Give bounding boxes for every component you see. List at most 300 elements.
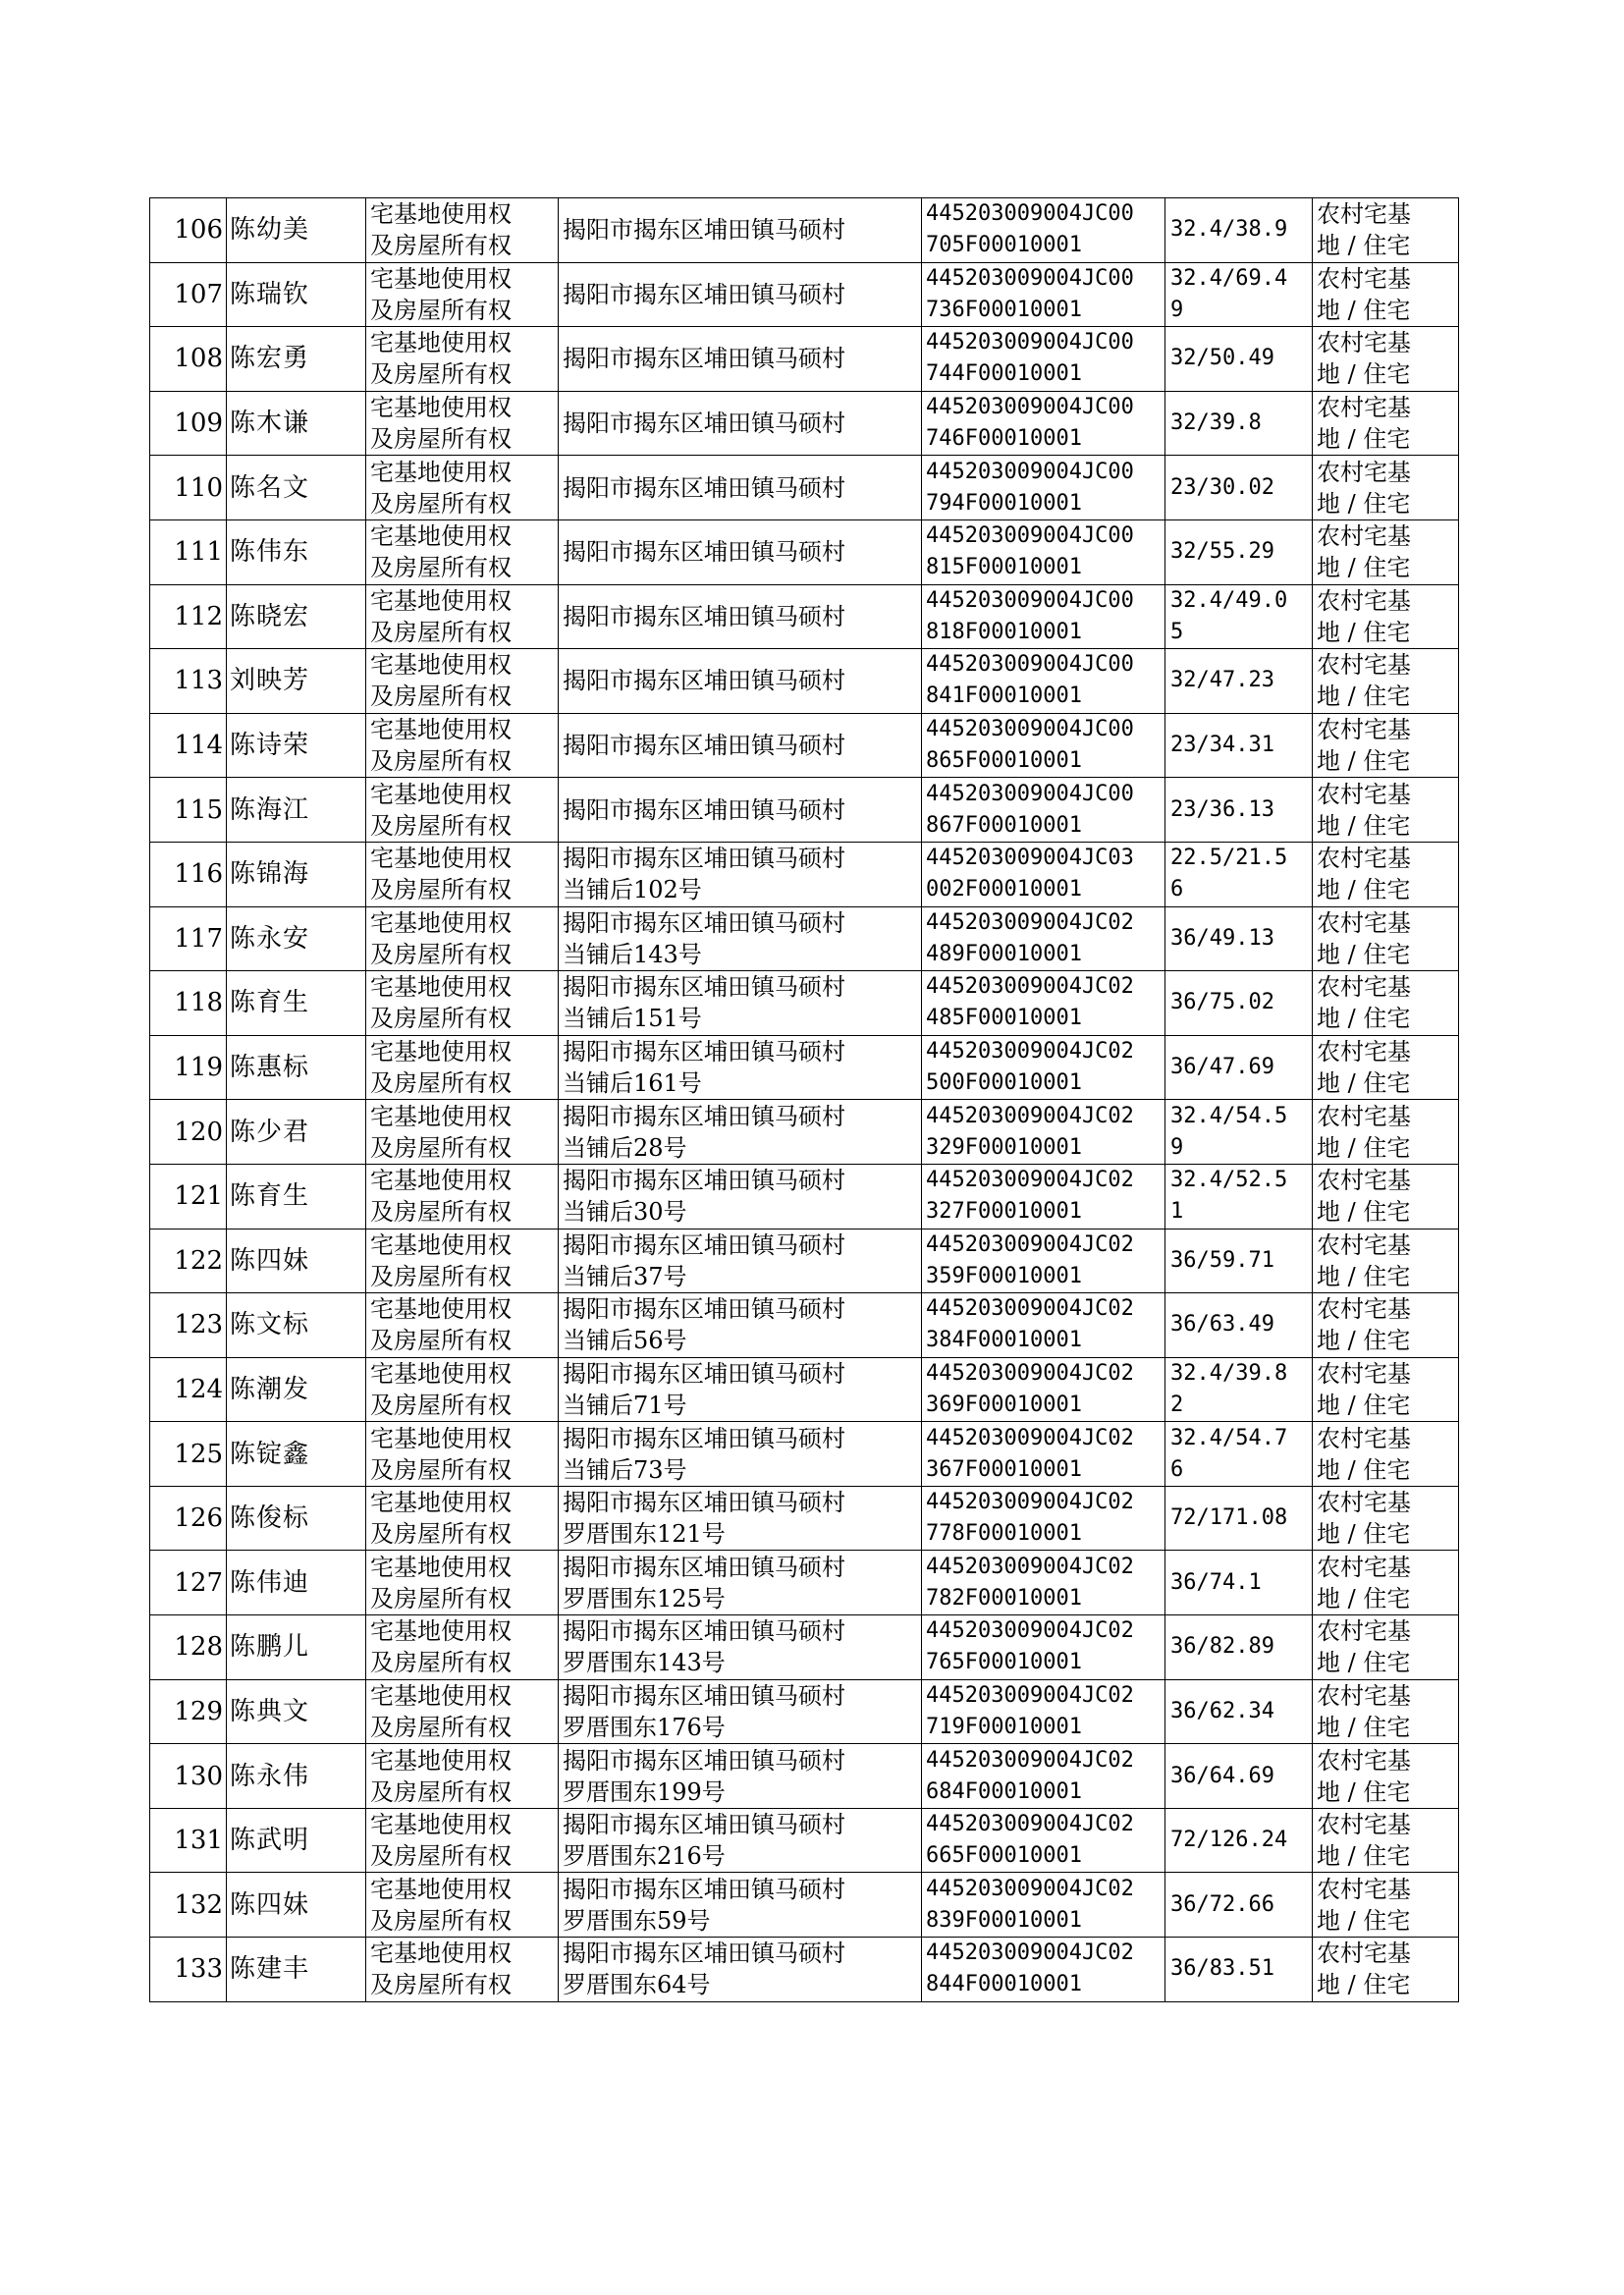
- address-cell: [559, 1164, 922, 1229]
- area-cell-line: 36/83.51: [1170, 1956, 1274, 1982]
- land-use-cell-line: 农村宅基: [1317, 1553, 1411, 1581]
- right-type-cell-line: 及房屋所有权: [370, 296, 512, 324]
- unit-code-cell-line: 445203009004JC00: [926, 330, 1134, 355]
- land-use-cell: [1313, 971, 1459, 1036]
- land-use-cell: [1313, 1808, 1459, 1873]
- land-use-cell-line: 地 / 住宅: [1317, 1455, 1411, 1484]
- land-use-cell-line: 农村宅基: [1317, 780, 1411, 808]
- area-cell-line: 36/64.69: [1170, 1763, 1274, 1788]
- area-cell: [1165, 649, 1313, 714]
- unit-code-cell: [922, 1035, 1165, 1100]
- owner-name-cell-line: 陈永安: [230, 923, 310, 954]
- unit-code-cell-line: 778F00010001: [926, 1521, 1082, 1547]
- address-cell-line: 罗厝围东125号: [563, 1584, 726, 1612]
- land-use-cell-line: 农村宅基: [1317, 1746, 1411, 1775]
- address-cell-line: 当铺后28号: [563, 1133, 687, 1162]
- owner-name-cell: [227, 198, 366, 263]
- address-cell: [559, 1229, 922, 1293]
- address-cell-line: 揭阳市揭东区埔田镇马硕村: [563, 1746, 845, 1775]
- area-cell: [1165, 1035, 1313, 1100]
- row-number-cell: [150, 1164, 227, 1229]
- right-type-cell-line: 及房屋所有权: [370, 1262, 512, 1290]
- unit-code-cell-line: 445203009004JC02: [926, 974, 1134, 1000]
- land-use-cell-line: 地 / 住宅: [1317, 1262, 1411, 1290]
- right-type-cell-line: 宅基地使用权: [370, 394, 512, 422]
- table-row: [150, 906, 1459, 971]
- table-row: [150, 198, 1459, 263]
- area-cell-line: 32.4/54.7: [1170, 1425, 1288, 1450]
- owner-name-cell: [227, 1938, 366, 2002]
- right-type-cell: [366, 649, 559, 714]
- row-number-cell: [150, 391, 227, 456]
- unit-code-cell-line: 445203009004JC00: [926, 652, 1134, 678]
- area-cell-line: 36/74.1: [1170, 1569, 1262, 1595]
- unit-code-cell: [922, 262, 1165, 327]
- right-type-cell-line: 及房屋所有权: [370, 683, 512, 711]
- owner-name-cell: [227, 1422, 366, 1487]
- row-number-cell: [150, 649, 227, 714]
- table-row: [150, 713, 1459, 778]
- right-type-cell: [366, 906, 559, 971]
- owner-name-cell-line: 陈瑞钦: [230, 279, 310, 309]
- address-cell-line: 揭阳市揭东区埔田镇马硕村: [563, 1553, 845, 1581]
- right-type-cell: [366, 1486, 559, 1551]
- owner-name-cell: [227, 519, 366, 584]
- unit-code-cell: [922, 649, 1165, 714]
- unit-code-cell-line: 445203009004JC02: [926, 1682, 1134, 1708]
- address-cell-line: 揭阳市揭东区埔田镇马硕村: [563, 410, 845, 438]
- unit-code-cell-line: 445203009004JC02: [926, 909, 1134, 935]
- unit-code-cell-line: 445203009004JC02: [926, 1425, 1134, 1450]
- land-use-cell: [1313, 1100, 1459, 1165]
- unit-code-cell-line: 705F00010001: [926, 233, 1082, 258]
- land-use-cell-line: 农村宅基: [1317, 200, 1411, 229]
- address-cell-line: 罗厝围东64号: [563, 1971, 711, 1999]
- right-type-cell: [366, 1744, 559, 1809]
- right-type-cell: [366, 1422, 559, 1487]
- owner-name-cell-line: 陈俊标: [230, 1503, 310, 1534]
- owner-name-cell-line: 陈建丰: [230, 1954, 310, 1985]
- area-cell-line: 32.4/69.4: [1170, 265, 1288, 291]
- address-cell: [559, 519, 922, 584]
- right-type-cell-line: 宅基地使用权: [370, 1102, 512, 1130]
- unit-code-cell: [922, 1615, 1165, 1680]
- table-row: [150, 778, 1459, 843]
- right-type-cell-line: 及房屋所有权: [370, 1005, 512, 1033]
- area-cell: [1165, 1422, 1313, 1487]
- land-use-cell: [1313, 906, 1459, 971]
- unit-code-cell: [922, 1679, 1165, 1744]
- land-use-cell-line: 地 / 住宅: [1317, 618, 1411, 646]
- land-use-cell-line: 地 / 住宅: [1317, 1005, 1411, 1033]
- unit-code-cell: [922, 1486, 1165, 1551]
- right-type-cell-line: 宅基地使用权: [370, 264, 512, 293]
- land-use-cell: [1313, 456, 1459, 520]
- owner-name-cell: [227, 778, 366, 843]
- area-cell-line: 36/59.71: [1170, 1247, 1274, 1273]
- row-number-cell-line: 127: [174, 1567, 223, 1598]
- address-cell: [559, 1422, 922, 1487]
- land-use-cell: [1313, 1873, 1459, 1938]
- right-type-cell: [366, 584, 559, 649]
- row-number-cell: [150, 1744, 227, 1809]
- address-cell-line: 揭阳市揭东区埔田镇马硕村: [563, 280, 845, 308]
- right-type-cell: [366, 842, 559, 906]
- right-type-cell-line: 宅基地使用权: [370, 1617, 512, 1646]
- land-use-cell-line: 农村宅基: [1317, 1875, 1411, 1903]
- right-type-cell-line: 及房屋所有权: [370, 1713, 512, 1741]
- land-use-cell-line: 农村宅基: [1317, 716, 1411, 744]
- owner-name-cell-line: 陈幼美: [230, 215, 310, 246]
- land-use-cell-line: 地 / 住宅: [1317, 232, 1411, 260]
- owner-name-cell: [227, 1744, 366, 1809]
- right-type-cell-line: 宅基地使用权: [370, 1359, 512, 1388]
- unit-code-cell: [922, 1938, 1165, 2002]
- right-type-cell-line: 宅基地使用权: [370, 1167, 512, 1195]
- area-cell-line: 22.5/21.5: [1170, 846, 1288, 871]
- unit-code-cell: [922, 1551, 1165, 1615]
- land-use-cell-line: 地 / 住宅: [1317, 1842, 1411, 1871]
- address-cell-line: 罗厝围东216号: [563, 1842, 726, 1871]
- land-use-cell-line: 农村宅基: [1317, 1167, 1411, 1195]
- area-cell-line: 36/72.66: [1170, 1891, 1274, 1917]
- area-cell: [1165, 906, 1313, 971]
- owner-name-cell: [227, 1100, 366, 1165]
- right-type-cell: [366, 778, 559, 843]
- address-cell-line: 罗厝围东199号: [563, 1777, 726, 1806]
- table-row: [150, 1551, 1459, 1615]
- owner-name-cell: [227, 906, 366, 971]
- land-use-cell-line: 地 / 住宅: [1317, 811, 1411, 840]
- right-type-cell-line: 宅基地使用权: [370, 200, 512, 229]
- unit-code-cell-line: 665F00010001: [926, 1843, 1082, 1869]
- unit-code-cell-line: 684F00010001: [926, 1778, 1082, 1804]
- address-cell: [559, 1551, 922, 1615]
- area-cell-line: 2: [1170, 1392, 1184, 1417]
- land-use-cell-line: 地 / 住宅: [1317, 489, 1411, 518]
- right-type-cell-line: 宅基地使用权: [370, 1489, 512, 1517]
- address-cell: [559, 1808, 922, 1873]
- unit-code-cell: [922, 1873, 1165, 1938]
- address-cell-line: 揭阳市揭东区埔田镇马硕村: [563, 602, 845, 630]
- address-cell-line: 揭阳市揭东区埔田镇马硕村: [563, 473, 845, 502]
- unit-code-cell: [922, 778, 1165, 843]
- right-type-cell-line: 宅基地使用权: [370, 1746, 512, 1775]
- address-cell: [559, 1679, 922, 1744]
- table-row: [150, 262, 1459, 327]
- land-use-cell-line: 地 / 住宅: [1317, 683, 1411, 711]
- unit-code-cell: [922, 971, 1165, 1036]
- area-cell-line: 32/39.8: [1170, 410, 1262, 436]
- unit-code-cell-line: 841F00010001: [926, 683, 1082, 709]
- address-cell-line: 揭阳市揭东区埔田镇马硕村: [563, 1167, 845, 1195]
- row-number-cell-line: 115: [174, 794, 223, 825]
- right-type-cell-line: 宅基地使用权: [370, 973, 512, 1002]
- unit-code-cell-line: 445203009004JC02: [926, 1940, 1134, 1966]
- land-use-cell-line: 地 / 住宅: [1317, 1069, 1411, 1098]
- area-cell-line: 32.4/52.5: [1170, 1168, 1288, 1193]
- table-row: [150, 1422, 1459, 1487]
- right-type-cell-line: 宅基地使用权: [370, 1940, 512, 1968]
- right-type-cell-line: 宅基地使用权: [370, 716, 512, 744]
- land-use-cell-line: 地 / 住宅: [1317, 554, 1411, 582]
- right-type-cell: [366, 456, 559, 520]
- unit-code-cell: [922, 842, 1165, 906]
- land-use-cell: [1313, 1357, 1459, 1422]
- area-cell: [1165, 842, 1313, 906]
- land-use-cell: [1313, 842, 1459, 906]
- table-row: [150, 584, 1459, 649]
- address-cell-line: 揭阳市揭东区埔田镇马硕村: [563, 845, 845, 873]
- owner-name-cell-line: 陈锭鑫: [230, 1439, 310, 1469]
- address-cell-line: 罗厝围东59号: [563, 1906, 711, 1935]
- table-row: [150, 1615, 1459, 1680]
- address-cell-line: 揭阳市揭东区埔田镇马硕村: [563, 1940, 845, 1968]
- owner-name-cell-line: 陈典文: [230, 1696, 310, 1726]
- area-cell: [1165, 778, 1313, 843]
- address-cell-line: 揭阳市揭东区埔田镇马硕村: [563, 667, 845, 695]
- address-cell-line: 当铺后73号: [563, 1455, 687, 1484]
- unit-code-cell-line: 445203009004JC00: [926, 265, 1134, 291]
- row-number-cell-line: 113: [174, 666, 223, 696]
- unit-code-cell-line: 744F00010001: [926, 361, 1082, 387]
- address-cell-line: 罗厝围东121号: [563, 1520, 726, 1549]
- address-cell-line: 揭阳市揭东区埔田镇马硕村: [563, 908, 845, 937]
- table-row: [150, 1938, 1459, 2002]
- land-use-cell-line: 地 / 住宅: [1317, 1906, 1411, 1935]
- row-number-cell: [150, 262, 227, 327]
- unit-code-cell-line: 818F00010001: [926, 619, 1082, 644]
- land-use-cell-line: 农村宅基: [1317, 973, 1411, 1002]
- row-number-cell-line: 120: [174, 1117, 223, 1147]
- address-cell-line: 揭阳市揭东区埔田镇马硕村: [563, 1617, 845, 1646]
- row-number-cell: [150, 519, 227, 584]
- owner-name-cell-line: 陈宏勇: [230, 344, 310, 374]
- row-number-cell-line: 106: [174, 215, 223, 246]
- land-use-cell-line: 地 / 住宅: [1317, 360, 1411, 389]
- area-cell: [1165, 1679, 1313, 1744]
- address-cell-line: 当铺后161号: [563, 1069, 702, 1098]
- right-type-cell-line: 及房屋所有权: [370, 876, 512, 904]
- address-cell: [559, 713, 922, 778]
- row-number-cell: [150, 906, 227, 971]
- table-row: [150, 1486, 1459, 1551]
- right-type-cell-line: 宅基地使用权: [370, 1681, 512, 1710]
- unit-code-cell-line: 865F00010001: [926, 748, 1082, 774]
- table-row: [150, 1744, 1459, 1809]
- address-cell-line: 揭阳市揭东区埔田镇马硕村: [563, 1295, 845, 1324]
- land-use-cell: [1313, 713, 1459, 778]
- owner-name-cell: [227, 971, 366, 1036]
- table-row: [150, 327, 1459, 392]
- land-use-cell-line: 农村宅基: [1317, 1681, 1411, 1710]
- owner-name-cell: [227, 327, 366, 392]
- land-use-cell-line: 农村宅基: [1317, 522, 1411, 551]
- unit-code-cell: [922, 327, 1165, 392]
- row-number-cell: [150, 1229, 227, 1293]
- address-cell: [559, 1615, 922, 1680]
- right-type-cell-line: 宅基地使用权: [370, 1230, 512, 1259]
- row-number-cell: [150, 1486, 227, 1551]
- land-use-cell: [1313, 1164, 1459, 1229]
- area-cell: [1165, 456, 1313, 520]
- address-cell-line: 揭阳市揭东区埔田镇马硕村: [563, 1875, 845, 1903]
- unit-code-cell-line: 445203009004JC00: [926, 459, 1134, 484]
- land-use-cell-line: 农村宅基: [1317, 1424, 1411, 1452]
- address-cell-line: 当铺后71号: [563, 1391, 687, 1419]
- row-number-cell-line: 130: [174, 1761, 223, 1791]
- table-row: [150, 1873, 1459, 1938]
- address-cell: [559, 1357, 922, 1422]
- row-number-cell-line: 124: [174, 1374, 223, 1404]
- right-type-cell-line: 宅基地使用权: [370, 651, 512, 680]
- address-cell: [559, 1938, 922, 2002]
- address-cell: [559, 262, 922, 327]
- owner-name-cell: [227, 584, 366, 649]
- land-use-cell-line: 农村宅基: [1317, 1230, 1411, 1259]
- address-cell-line: 当铺后151号: [563, 1005, 702, 1033]
- right-type-cell: [366, 1808, 559, 1873]
- owner-name-cell: [227, 456, 366, 520]
- unit-code-cell-line: 867F00010001: [926, 812, 1082, 838]
- row-number-cell: [150, 198, 227, 263]
- area-cell: [1165, 519, 1313, 584]
- area-cell: [1165, 327, 1313, 392]
- unit-code-cell-line: 794F00010001: [926, 490, 1082, 516]
- address-cell-line: 罗厝围东143号: [563, 1649, 726, 1677]
- right-type-cell-line: 及房屋所有权: [370, 1069, 512, 1098]
- owner-name-cell-line: 陈惠标: [230, 1053, 310, 1083]
- unit-code-cell: [922, 1744, 1165, 1809]
- owner-name-cell: [227, 1357, 366, 1422]
- area-cell: [1165, 198, 1313, 263]
- area-cell: [1165, 1486, 1313, 1551]
- address-cell-line: 揭阳市揭东区埔田镇马硕村: [563, 973, 845, 1002]
- address-cell: [559, 391, 922, 456]
- address-cell-line: 揭阳市揭东区埔田镇马硕村: [563, 1230, 845, 1259]
- land-use-cell-line: 地 / 住宅: [1317, 1777, 1411, 1806]
- address-cell: [559, 584, 922, 649]
- row-number-cell-line: 118: [174, 988, 223, 1018]
- area-cell: [1165, 1873, 1313, 1938]
- address-cell-line: 揭阳市揭东区埔田镇马硕村: [563, 1359, 845, 1388]
- area-cell: [1165, 1164, 1313, 1229]
- unit-code-cell: [922, 1422, 1165, 1487]
- right-type-cell: [366, 1293, 559, 1358]
- right-type-cell-line: 及房屋所有权: [370, 747, 512, 776]
- area-cell: [1165, 584, 1313, 649]
- right-type-cell: [366, 519, 559, 584]
- unit-code-cell-line: 489F00010001: [926, 941, 1082, 966]
- unit-code-cell-line: 002F00010001: [926, 877, 1082, 902]
- right-type-cell-line: 及房屋所有权: [370, 232, 512, 260]
- area-cell-line: 32/55.29: [1170, 539, 1274, 565]
- right-type-cell-line: 宅基地使用权: [370, 780, 512, 808]
- area-cell-line: 9: [1170, 297, 1184, 322]
- area-cell-line: 23/30.02: [1170, 474, 1274, 500]
- address-cell: [559, 1035, 922, 1100]
- right-type-cell-line: 及房屋所有权: [370, 1133, 512, 1162]
- land-use-cell-line: 地 / 住宅: [1317, 1520, 1411, 1549]
- owner-name-cell: [227, 1486, 366, 1551]
- address-cell-line: 当铺后143号: [563, 940, 702, 968]
- right-type-cell-line: 宅基地使用权: [370, 522, 512, 551]
- table-body: [150, 198, 1459, 2002]
- address-cell-line: 揭阳市揭东区埔田镇马硕村: [563, 345, 845, 373]
- owner-name-cell: [227, 842, 366, 906]
- right-type-cell: [366, 327, 559, 392]
- land-use-cell-line: 地 / 住宅: [1317, 296, 1411, 324]
- right-type-cell-line: 及房屋所有权: [370, 1520, 512, 1549]
- right-type-cell: [366, 1100, 559, 1165]
- area-cell: [1165, 1551, 1313, 1615]
- address-cell-line: 揭阳市揭东区埔田镇马硕村: [563, 1681, 845, 1710]
- unit-code-cell-line: 327F00010001: [926, 1199, 1082, 1225]
- row-number-cell: [150, 327, 227, 392]
- land-use-cell-line: 农村宅基: [1317, 1295, 1411, 1324]
- row-number-cell-line: 108: [174, 344, 223, 374]
- unit-code-cell-line: 384F00010001: [926, 1328, 1082, 1353]
- area-cell: [1165, 1293, 1313, 1358]
- owner-name-cell: [227, 649, 366, 714]
- area-cell: [1165, 1808, 1313, 1873]
- row-number-cell: [150, 1293, 227, 1358]
- owner-name-cell: [227, 1551, 366, 1615]
- land-use-cell-line: 农村宅基: [1317, 458, 1411, 486]
- area-cell: [1165, 391, 1313, 456]
- land-use-cell-line: 农村宅基: [1317, 1489, 1411, 1517]
- table-row: [150, 1164, 1459, 1229]
- row-number-cell: [150, 1551, 227, 1615]
- owner-name-cell-line: 陈鹏儿: [230, 1632, 310, 1663]
- owner-name-cell-line: 陈文标: [230, 1310, 310, 1340]
- owner-name-cell-line: 陈少君: [230, 1117, 310, 1147]
- table-row: [150, 1100, 1459, 1165]
- right-type-cell: [366, 198, 559, 263]
- unit-code-cell-line: 445203009004JC02: [926, 1360, 1134, 1386]
- address-cell-line: 罗厝围东176号: [563, 1713, 726, 1741]
- area-cell-line: 72/126.24: [1170, 1828, 1288, 1853]
- right-type-cell-line: 宅基地使用权: [370, 1295, 512, 1324]
- unit-code-cell-line: 746F00010001: [926, 426, 1082, 452]
- area-cell: [1165, 1744, 1313, 1809]
- owner-name-cell-line: 陈名文: [230, 472, 310, 503]
- unit-code-cell: [922, 519, 1165, 584]
- right-type-cell-line: 宅基地使用权: [370, 1038, 512, 1066]
- unit-code-cell-line: 445203009004JC00: [926, 201, 1134, 227]
- unit-code-cell-line: 500F00010001: [926, 1070, 1082, 1096]
- row-number-cell-line: 129: [174, 1696, 223, 1726]
- unit-code-cell-line: 367F00010001: [926, 1456, 1082, 1482]
- unit-code-cell-line: 485F00010001: [926, 1006, 1082, 1031]
- right-type-cell: [366, 1679, 559, 1744]
- owner-name-cell: [227, 1679, 366, 1744]
- unit-code-cell-line: 329F00010001: [926, 1134, 1082, 1160]
- right-type-cell: [366, 713, 559, 778]
- address-cell: [559, 1873, 922, 1938]
- row-number-cell: [150, 456, 227, 520]
- right-type-cell-line: 宅基地使用权: [370, 458, 512, 486]
- row-number-cell: [150, 971, 227, 1036]
- land-use-cell: [1313, 649, 1459, 714]
- land-use-cell-line: 农村宅基: [1317, 1359, 1411, 1388]
- land-use-cell: [1313, 1035, 1459, 1100]
- row-number-cell: [150, 1100, 227, 1165]
- land-use-cell-line: 农村宅基: [1317, 1038, 1411, 1066]
- row-number-cell: [150, 1679, 227, 1744]
- right-type-cell-line: 及房屋所有权: [370, 1584, 512, 1612]
- row-number-cell-line: 123: [174, 1310, 223, 1340]
